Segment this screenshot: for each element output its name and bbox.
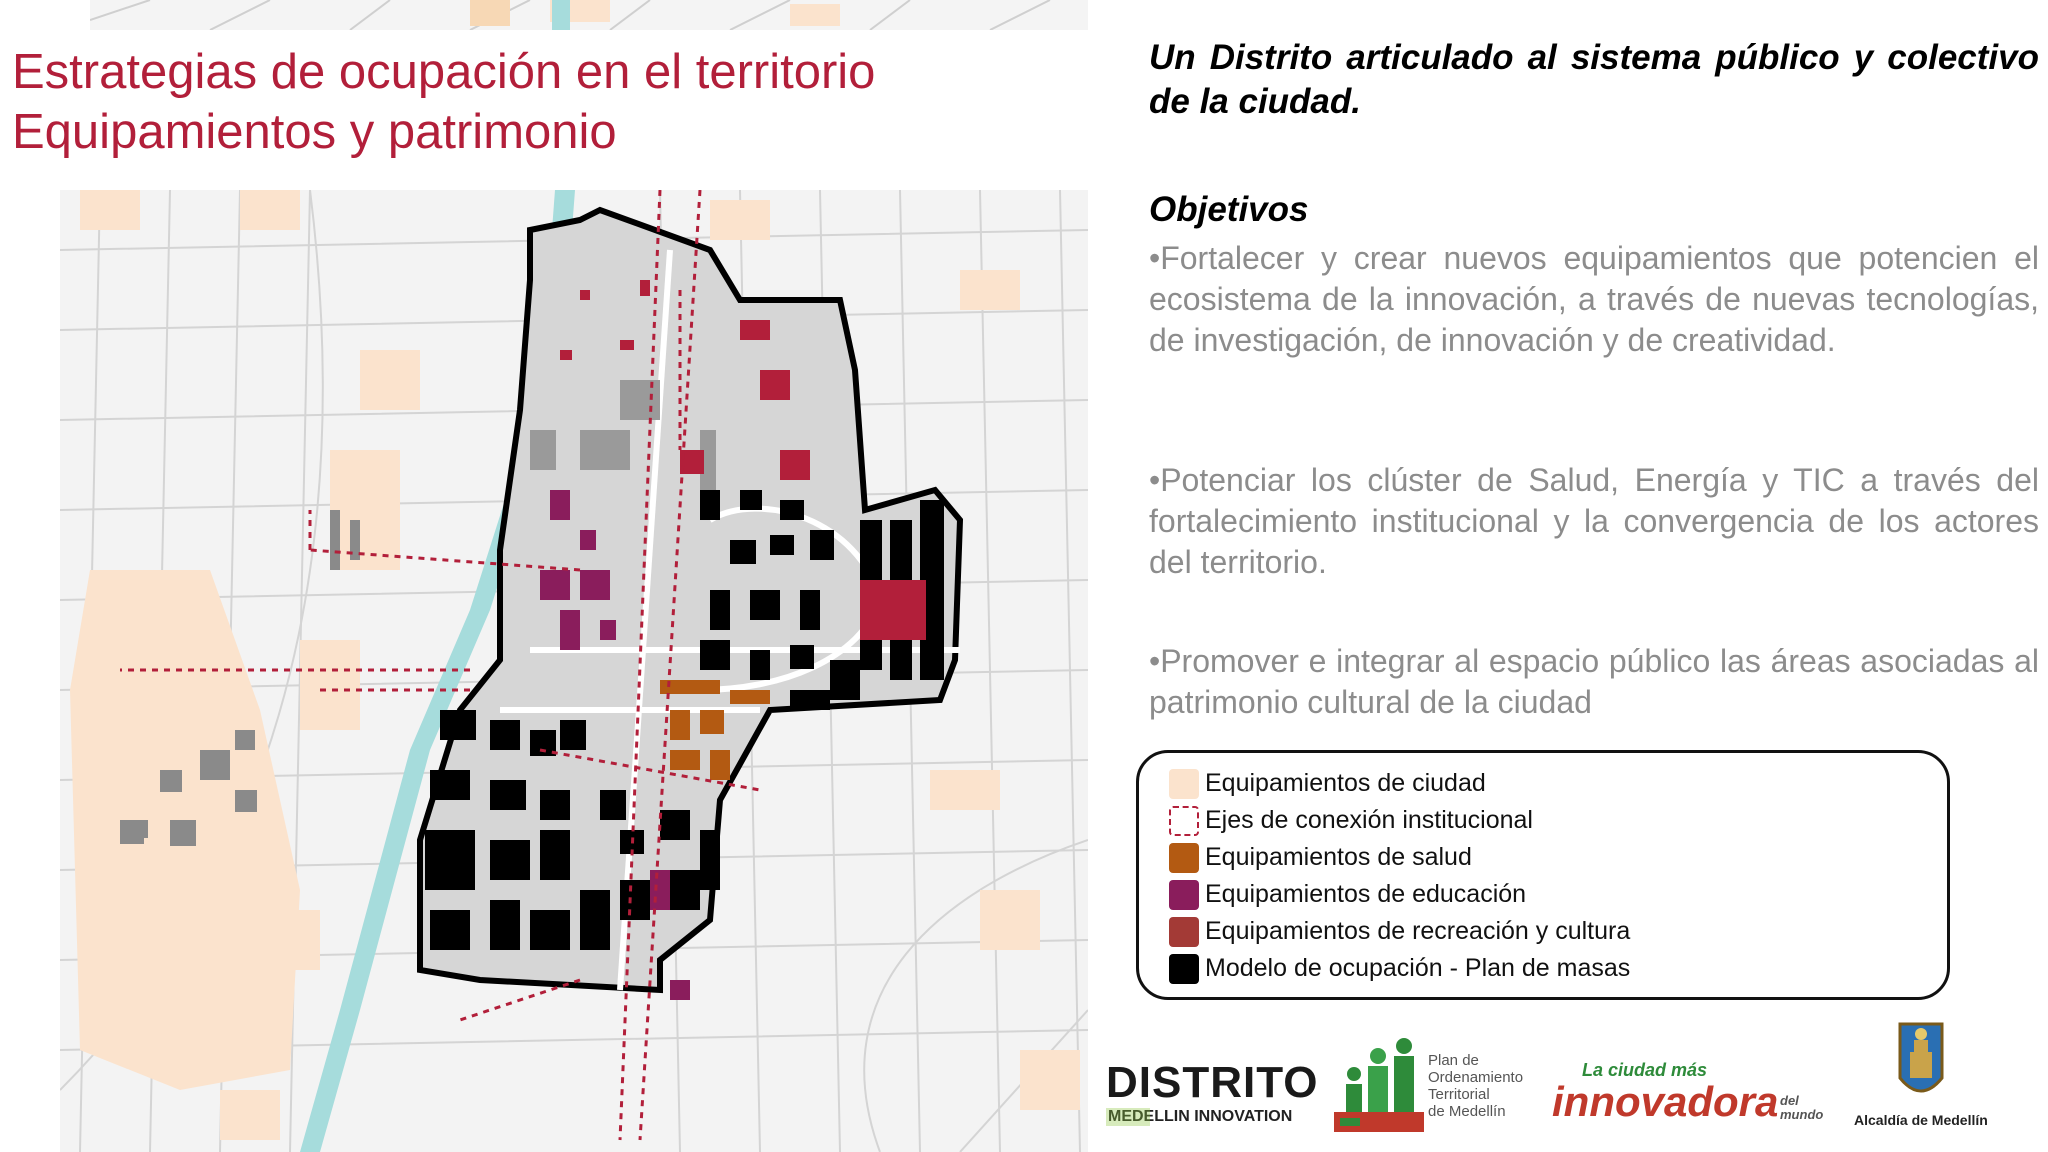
alcaldia-logo xyxy=(1850,1018,2010,1138)
pot-line: Ordenamiento xyxy=(1428,1069,1524,1086)
distrito-wordmark: DISTRITO xyxy=(1106,1058,1319,1107)
lead-statement: Un Distrito articulado al sistema público y colectivo de la ciudad. xyxy=(1149,38,2039,121)
alcaldia-label: Alcaldía de Medellín xyxy=(1854,1112,1988,1128)
innovadora-logo xyxy=(1552,1060,1837,1130)
legend-item-city-equipment xyxy=(1169,767,1486,800)
pot-line: Plan de xyxy=(1428,1052,1479,1069)
legend-item-institutional-axes xyxy=(1169,804,1533,837)
pot-line: Territorial xyxy=(1428,1086,1490,1103)
legend-item-massing xyxy=(1169,952,1630,985)
legend-swatch xyxy=(1169,843,1199,873)
pot-logo xyxy=(1334,1034,1539,1134)
pot-line: de Medellín xyxy=(1428,1103,1506,1120)
district-map xyxy=(60,190,1088,1152)
legend-label: Ejes de conexión institucional xyxy=(1205,806,1533,834)
legend-label: Equipamientos de educación xyxy=(1205,880,1527,908)
objective-item: •Fortalecer y crear nuevos equipamientos que potencien el ecosistema de la innovación, a través de nuevas tecnologías, de investigación, de innovación y de creatividad. xyxy=(1149,240,2039,358)
page-title: Estrategias de ocupación en el territorio xyxy=(12,45,876,99)
legend-label: Equipamientos de recreación y cultura xyxy=(1205,917,1631,945)
page-subtitle: Equipamientos y patrimonio xyxy=(12,105,617,159)
distrito-accent xyxy=(1106,1108,1150,1126)
legend-item-education xyxy=(1169,878,1526,911)
objectives-heading: Objetivos xyxy=(1149,190,1309,229)
legend-item-recreation-culture xyxy=(1169,915,1630,948)
innovadora-main: innovadora xyxy=(1552,1078,1779,1125)
objective-item: •Promover e integrar al espacio público las áreas asociadas al patrimonio cultural de la ciudad xyxy=(1149,643,2039,720)
innovadora-top: La ciudad más xyxy=(1582,1060,1708,1080)
coat-of-arms-icon xyxy=(1896,1018,1946,1104)
map-legend xyxy=(1136,750,1950,1000)
legend-swatch xyxy=(1169,769,1199,799)
distrito-subtitle: MEDELLIN INNOVATION xyxy=(1108,1108,1293,1125)
legend-label: Equipamientos de salud xyxy=(1205,843,1472,871)
legend-swatch xyxy=(1169,880,1199,910)
legend-label: Modelo de ocupación - Plan de masas xyxy=(1205,954,1631,982)
legend-swatch xyxy=(1169,917,1199,947)
distrito-logo xyxy=(1106,1056,1319,1136)
legend-swatch xyxy=(1169,806,1199,836)
objective-item: •Potenciar los clúster de Salud, Energía y TIC a través del fortalecimiento institucional y la convergencia de los actores del territorio. xyxy=(1149,462,2039,580)
innovadora-side: del mundo xyxy=(1780,1093,1824,1122)
pot-figures-icon xyxy=(1334,1034,1424,1134)
legend-swatch xyxy=(1169,954,1199,984)
map-top-strip xyxy=(90,0,1088,30)
legend-label: Equipamientos de ciudad xyxy=(1205,769,1486,797)
legend-item-health xyxy=(1169,841,1472,874)
